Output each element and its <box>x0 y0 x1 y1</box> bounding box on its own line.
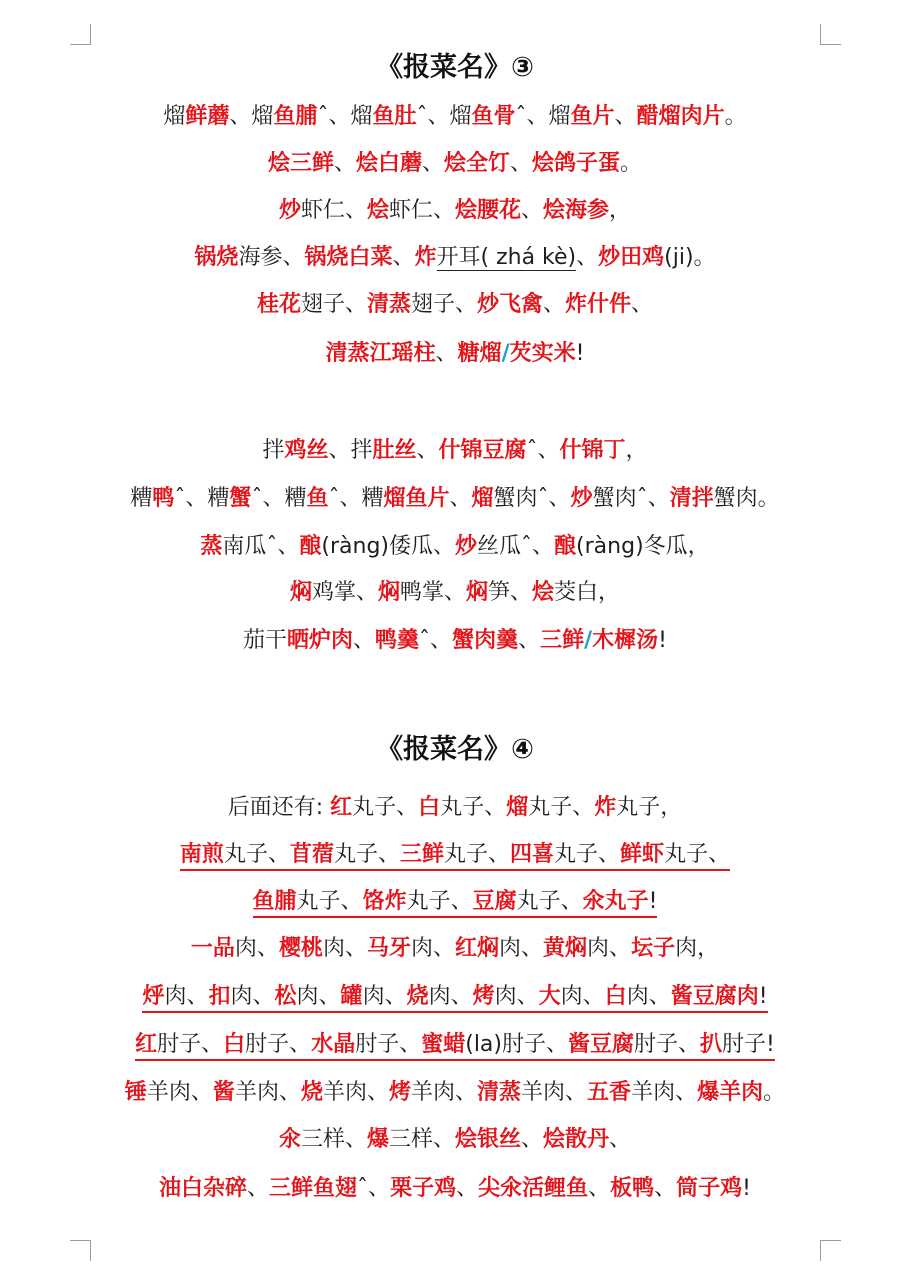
dish-text: 肉、 <box>560 984 605 1009</box>
dish-highlight: 清蒸江瑶柱 <box>325 341 436 366</box>
dish-highlight: 炒 <box>570 486 593 511</box>
dish-text: 羊肉、 <box>146 1080 213 1105</box>
dish-text: ! <box>742 1176 751 1201</box>
dish-text: ˆ、 <box>357 1176 391 1201</box>
dish-text: 丸子、 <box>333 842 400 867</box>
dish-highlight: 烤 <box>388 1080 411 1105</box>
dish-text: ˆ、熘 <box>416 104 472 129</box>
dish-highlight: 锅烧 <box>194 245 239 270</box>
dish-highlight: 鸡丝 <box>284 438 329 463</box>
dish-highlight: 樱桃 <box>278 936 323 961</box>
dish-text: 丝瓜ˆ、 <box>477 534 555 559</box>
dish-text: 虾仁、 <box>388 198 455 223</box>
dish-highlight: 炒 <box>455 534 478 559</box>
dish-highlight: 油白杂碎 <box>159 1176 248 1201</box>
section-3-line-4 <box>0 243 910 273</box>
dish-highlight: 扒 <box>700 1032 723 1057</box>
dish-text: 肉、 <box>410 936 455 961</box>
dish-text: ! <box>648 889 658 914</box>
dish-text: 丸子、 <box>406 889 473 914</box>
dish-highlight: 烩三鲜 <box>267 151 334 176</box>
dish-highlight: 鱼脯 <box>252 889 297 914</box>
section-4-line-6 <box>0 1030 910 1060</box>
section-4-line-3 <box>0 887 910 917</box>
dish-highlight: 大 <box>538 984 561 1009</box>
dish-text: 鸡掌、 <box>311 580 378 605</box>
section-3-line-8 <box>0 484 910 514</box>
dish-text: 肉、 <box>296 984 341 1009</box>
dish-highlight: 酿 <box>554 534 577 559</box>
crop-mark-bottom-right <box>820 1240 841 1261</box>
dish-highlight: 炸什件 <box>565 292 632 317</box>
dish-text: 肉、 <box>322 936 367 961</box>
dish-text: 肘子、 <box>157 1032 224 1057</box>
dish-text: 肉， <box>675 936 720 961</box>
dish-highlight: 三鲜 <box>399 842 444 867</box>
dish-highlight: 烀 <box>142 984 165 1009</box>
section-3-line-2 <box>0 149 910 179</box>
dish-text: 三样、 <box>300 1127 367 1152</box>
dish-text: 、熘 <box>229 104 274 129</box>
dish-highlight: 糖熘 <box>457 341 502 366</box>
dish-highlight: 熘鱼片 <box>383 486 450 511</box>
dish-text: 茭白， <box>554 580 621 605</box>
section-3-line-9 <box>0 532 910 562</box>
dish-text: 肉、 <box>587 936 632 961</box>
dish-highlight: 炒 <box>278 198 301 223</box>
dish-highlight: 炒田鸡 <box>598 245 665 270</box>
dish-highlight: 烤 <box>472 984 495 1009</box>
dish-text: 。 <box>620 151 643 176</box>
dish-text: 海参、 <box>238 245 305 270</box>
section-4-line-4 <box>0 934 910 964</box>
dish-highlight: 坛子 <box>631 936 676 961</box>
dish-text: ˆ、糟 <box>328 486 384 511</box>
dish-text: 南瓜ˆ、 <box>222 534 300 559</box>
dish-highlight: 三鲜鱼翅 <box>269 1176 358 1201</box>
dish-highlight: 鸭羹 <box>375 628 420 653</box>
dish-text: 、 <box>521 1127 544 1152</box>
section-3-line-5 <box>0 290 910 320</box>
dish-highlight: 烩 <box>532 580 555 605</box>
dish-highlight: 黄焖 <box>543 936 588 961</box>
section-3-line-3 <box>0 196 910 226</box>
section-4-line-8 <box>0 1125 910 1155</box>
dish-highlight: 饹炸 <box>362 889 407 914</box>
dish-highlight: 焖 <box>289 580 312 605</box>
dish-text: 笋、 <box>488 580 533 605</box>
crop-mark-top-right <box>820 24 841 45</box>
dish-text: 羊肉、 <box>631 1080 698 1105</box>
dish-highlight: 清蒸 <box>477 1080 522 1105</box>
dish-highlight: 一品 <box>190 936 235 961</box>
dish-text: 丸子、 <box>352 795 419 820</box>
dish-text: 、 <box>510 151 533 176</box>
dish-text: 肉、 <box>230 984 275 1009</box>
dish-highlight: 清蒸 <box>366 292 411 317</box>
dish-highlight: 蒸 <box>200 534 223 559</box>
dish-text: 丸子、 <box>440 795 507 820</box>
dish-highlight: 栗子鸡 <box>390 1176 457 1201</box>
dish-text: 三样、 <box>388 1127 455 1152</box>
dish-text: ˆ、熘 <box>515 104 571 129</box>
dish-highlight: 肚丝 <box>372 438 417 463</box>
dish-text: 、 <box>631 292 654 317</box>
dish-text: 肉、 <box>362 984 407 1009</box>
dish-text: 肘子! <box>722 1032 775 1057</box>
slash-separator: / <box>584 628 593 653</box>
dish-highlight: 焖 <box>466 580 489 605</box>
dish-highlight: 爆 <box>366 1127 389 1152</box>
dish-text: 拌 <box>262 438 285 463</box>
underlined-text <box>135 1032 775 1061</box>
section-3-title: 《报菜名》③ <box>376 52 534 83</box>
section-3-line-10 <box>0 578 910 608</box>
crop-mark-bottom-left <box>70 1240 91 1261</box>
dish-text: 虾仁、 <box>300 198 367 223</box>
dish-text: 、 <box>456 1176 479 1201</box>
dish-text: 蟹肉ˆ、 <box>592 486 670 511</box>
dish-text: 羊肉、 <box>521 1080 588 1105</box>
dish-text: 。 <box>724 104 747 129</box>
dish-text: 、 <box>333 151 356 176</box>
section-4-line-1 <box>0 793 910 823</box>
dish-text: ! <box>658 628 667 653</box>
dish-highlight: 桂花 <box>256 292 301 317</box>
dish-highlight: 鸭 <box>152 486 175 511</box>
dish-text: ˆ、糟 <box>251 486 307 511</box>
dish-highlight: 什锦豆腐 <box>438 438 527 463</box>
dish-text: 肘子、 <box>634 1032 701 1057</box>
dish-highlight: 炸 <box>414 245 437 270</box>
dish-highlight: 烧 <box>300 1080 323 1105</box>
dish-text: 开耳( zhá kè) <box>436 245 577 270</box>
dish-highlight: 马牙 <box>366 936 411 961</box>
dish-highlight: 锤 <box>124 1080 147 1105</box>
dish-highlight: 烩散丹 <box>543 1127 610 1152</box>
dish-text: 、 <box>614 104 637 129</box>
dish-highlight: 烩银丝 <box>455 1127 522 1152</box>
section-3-line-11 <box>0 626 910 656</box>
dish-highlight: 五香 <box>587 1080 632 1105</box>
dish-text: ˆ、 <box>419 628 453 653</box>
dish-text: 、拌 <box>328 438 373 463</box>
dish-text: ! <box>758 984 768 1009</box>
dish-text: 蟹肉。 <box>713 486 780 511</box>
dish-text: 丸子、 <box>223 842 290 867</box>
dish-text: 。 <box>763 1080 786 1105</box>
dish-highlight: 烩 <box>366 198 389 223</box>
dish-text: 丸子、 <box>528 795 595 820</box>
dish-highlight: 鲜虾 <box>620 842 665 867</box>
dish-text: 、 <box>609 1127 632 1152</box>
dish-highlight: 四喜 <box>510 842 555 867</box>
dish-highlight: 酱 <box>212 1080 235 1105</box>
dish-highlight: 板鸭 <box>610 1176 655 1201</box>
dish-text: 羊肉、 <box>411 1080 478 1105</box>
dish-text: 、 <box>518 628 541 653</box>
dish-highlight: 罐 <box>340 984 363 1009</box>
dish-text: 、 <box>247 1176 270 1201</box>
dish-text: 肉、 <box>626 984 671 1009</box>
dish-highlight: 红焖 <box>455 936 500 961</box>
dish-highlight: 鱼片 <box>570 104 615 129</box>
dish-highlight: 炒飞禽 <box>477 292 544 317</box>
dish-text: 、 <box>521 198 544 223</box>
dish-text: 、 <box>392 245 415 270</box>
dish-text: (ràng)冬瓜， <box>576 534 710 559</box>
underlined-text <box>253 889 658 918</box>
dish-text: 后面还有: <box>227 795 331 820</box>
dish-text: 糟 <box>130 486 153 511</box>
dish-highlight: 松 <box>274 984 297 1009</box>
dish-highlight: 什锦丁 <box>559 438 626 463</box>
dish-text: 肉、 <box>164 984 209 1009</box>
dish-highlight: 酱豆腐肉 <box>670 984 759 1009</box>
dish-text: ˆ、 <box>526 438 560 463</box>
section-3-line-7 <box>0 436 910 466</box>
dish-highlight: 清拌 <box>669 486 714 511</box>
dish-text: 肉、 <box>499 936 544 961</box>
dish-text: 、 <box>588 1176 611 1201</box>
dish-text: 、 <box>449 486 472 511</box>
dish-highlight: 白 <box>223 1032 246 1057</box>
dish-highlight: 木樨汤 <box>592 628 659 653</box>
crop-mark-top-left <box>70 24 91 45</box>
dish-text: 熘 <box>163 104 186 129</box>
dish-text: 茄干 <box>242 628 287 653</box>
dish-highlight: 烩全饤 <box>444 151 511 176</box>
dish-text: 、 <box>435 341 458 366</box>
dish-text: 丸子、 <box>554 842 621 867</box>
dish-text: ˆ、熘 <box>317 104 373 129</box>
dish-text: ， <box>609 198 632 223</box>
dish-text: 、 <box>543 292 566 317</box>
dish-highlight: 白 <box>418 795 441 820</box>
dish-highlight: 烩鸽子蛋 <box>532 151 621 176</box>
dish-highlight: 南煎 <box>179 842 224 867</box>
dish-highlight: 扣 <box>208 984 231 1009</box>
section-3-line-6 <box>0 339 910 369</box>
dish-highlight: 蟹肉羹 <box>452 628 519 653</box>
section-4-line-5 <box>0 982 910 1012</box>
slash-separator: / <box>501 341 510 366</box>
dish-text: ! <box>575 341 585 366</box>
dish-highlight: 烧 <box>406 984 429 1009</box>
dish-text: 肉、 <box>428 984 473 1009</box>
section-4-line-2 <box>0 840 910 870</box>
dish-highlight: 鱼脯 <box>273 104 318 129</box>
dish-text: (ràng)倭瓜、 <box>321 534 455 559</box>
dish-text: 、 <box>416 438 439 463</box>
dish-highlight: 焖 <box>377 580 400 605</box>
dish-text: 、 <box>353 628 376 653</box>
dish-highlight: 熘 <box>506 795 529 820</box>
dish-highlight: 酱豆腐 <box>568 1032 635 1057</box>
dish-text: 、 <box>421 151 444 176</box>
section-3-line-1 <box>0 102 910 132</box>
dish-highlight: 晒炉肉 <box>287 628 354 653</box>
dish-highlight: 熘 <box>471 486 494 511</box>
dish-highlight: 尖氽活鲤鱼 <box>478 1176 589 1201</box>
dish-text: 羊肉、 <box>322 1080 389 1105</box>
section-4-title: 《报菜名》④ <box>376 734 534 765</box>
dish-highlight: 筒子鸡 <box>676 1176 743 1201</box>
dish-text: ， <box>625 438 648 463</box>
dish-highlight: 烩海参 <box>543 198 610 223</box>
dish-highlight: 三鲜 <box>540 628 585 653</box>
dish-text: 肉、 <box>494 984 539 1009</box>
dish-highlight: 氽 <box>278 1127 301 1152</box>
section-4-line-9 <box>0 1174 910 1204</box>
dish-highlight: 苜蓿 <box>289 842 334 867</box>
dish-text: 、 <box>576 245 599 270</box>
dish-highlight: 鱼骨 <box>471 104 516 129</box>
dish-text: 丸子、 <box>296 889 363 914</box>
dish-text: 翅子、 <box>300 292 367 317</box>
dish-text: 丸子、 <box>444 842 511 867</box>
dish-text: ˆ、糟 <box>174 486 230 511</box>
dish-text: 丸子， <box>616 795 683 820</box>
dish-text: 翅子、 <box>410 292 477 317</box>
dish-text: (la)肘子、 <box>465 1032 568 1057</box>
dish-text: 肘子、 <box>355 1032 422 1057</box>
dish-highlight: 鱼 <box>306 486 329 511</box>
dish-highlight: 红 <box>135 1032 158 1057</box>
dish-text: 丸子、 <box>664 842 731 867</box>
dish-highlight: 烩腰花 <box>455 198 522 223</box>
dish-text: 丸子、 <box>516 889 583 914</box>
dish-highlight: 芡实米 <box>509 341 576 366</box>
underlined-text <box>180 842 730 871</box>
dish-text: 鸭掌、 <box>399 580 466 605</box>
dish-highlight: 鲜蘑 <box>185 104 230 129</box>
dish-text: 肘子、 <box>245 1032 312 1057</box>
dish-text: 蟹肉ˆ、 <box>493 486 571 511</box>
dish-highlight: 烩白蘑 <box>355 151 422 176</box>
dish-text: 、 <box>654 1176 677 1201</box>
dish-highlight: 鱼肚 <box>372 104 417 129</box>
dish-highlight: 炸 <box>594 795 617 820</box>
dish-text: 羊肉、 <box>234 1080 301 1105</box>
dish-highlight: 豆腐 <box>472 889 517 914</box>
underlined-text <box>142 984 767 1013</box>
section-4-line-7 <box>0 1078 910 1108</box>
dish-highlight: 酿 <box>299 534 322 559</box>
dish-highlight: 蟹 <box>229 486 252 511</box>
dish-text: (ji)。 <box>664 245 716 270</box>
dish-highlight: 蜜蜡 <box>421 1032 466 1057</box>
dish-highlight: 白 <box>604 984 627 1009</box>
dish-highlight: 水晶 <box>311 1032 356 1057</box>
dish-highlight: 氽丸子 <box>582 889 649 914</box>
dish-highlight: 锅烧白菜 <box>304 245 393 270</box>
dish-text: 肉、 <box>234 936 279 961</box>
dish-highlight: 醋熘肉片 <box>636 104 725 129</box>
dish-highlight: 爆羊肉 <box>697 1080 764 1105</box>
dish-highlight: 红 <box>330 795 353 820</box>
